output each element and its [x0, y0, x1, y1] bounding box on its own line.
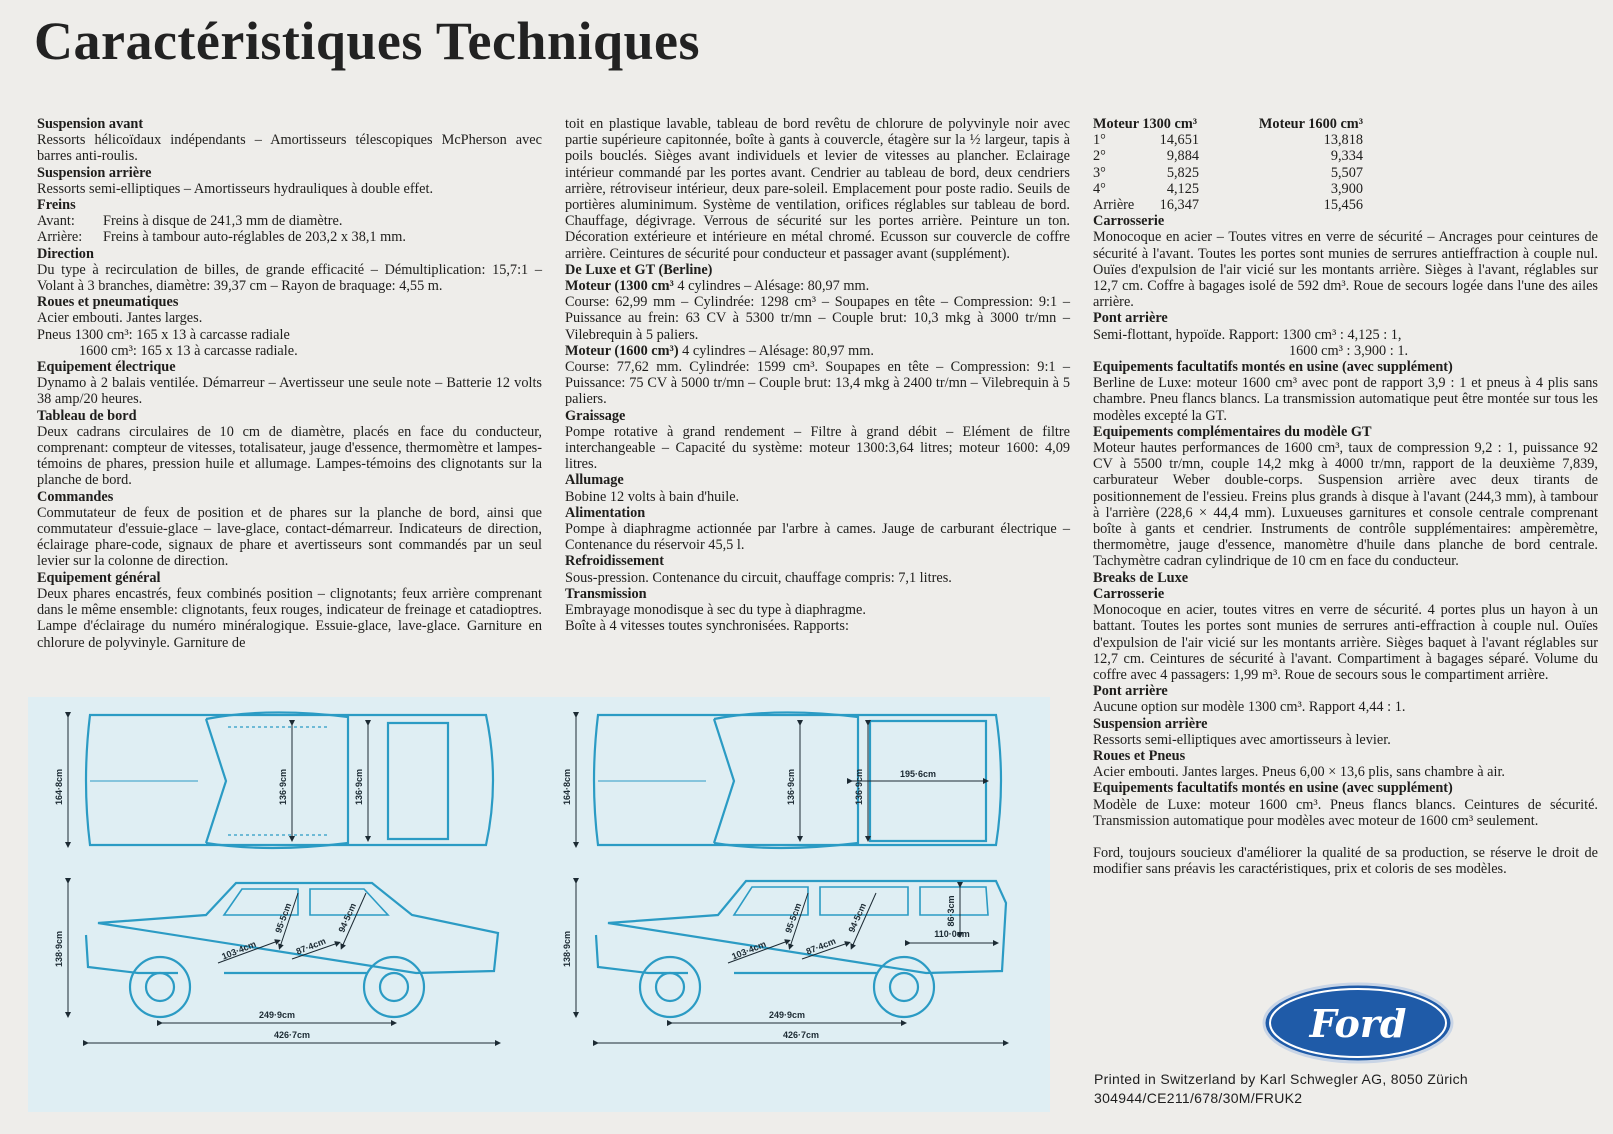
- section-equipement-general: [37, 570, 542, 651]
- dim-cargo-length: 195·6cm: [899, 769, 937, 779]
- printer-line: Printed in Switzerland by Karl Schwegler AG, 8050 Zürich: [1094, 1071, 1468, 1087]
- section-text: 1600 cm³ : 3,900 : 1.: [1289, 342, 1409, 359]
- section-text: Semi-flottant, hypoïde. Rapport: 1300 cm³ : 4,125 : 1,: [1093, 326, 1402, 343]
- section-heading: Equipement général: [37, 569, 161, 586]
- section-heading: Transmission: [565, 585, 647, 602]
- gear-label: 4°: [1093, 180, 1106, 197]
- dim-rear-headroom-estate: 94·5cm: [846, 901, 869, 934]
- dimension-lines: [68, 715, 1006, 1043]
- section-heading: Commandes: [37, 488, 114, 505]
- section-heading: Direction: [37, 245, 94, 262]
- section-heading: Graissage: [565, 407, 626, 424]
- section-heading: Suspension arrière: [37, 164, 152, 181]
- section-heading: Equipements complémentaires du modèle GT: [1093, 423, 1372, 440]
- spec-row: [37, 229, 542, 245]
- column-3: [1093, 116, 1598, 877]
- gear-row: [1093, 197, 1363, 213]
- column-1: [37, 116, 542, 651]
- section-heading: Equipement électrique: [37, 359, 176, 376]
- dim-wheelbase-estate: 249·9cm: [768, 1010, 806, 1020]
- section-roues: [37, 294, 542, 359]
- section-text: Monocoque en acier, toutes vitres en verre de sécurité. 4 portes plus un hayon à un battant. Toutes les portes sont munies de serrures anti-effraction à couple nul. Ouïes d'expulsion de l'air vicié sur les montants arrière. Sièges baquet à l'avant réglables sur 12,7 cm. Ceintures de sécurité à l'avant. Compartiment à bagages séparé. Volume du coffre avec 4 passagers: 1,99 m³. Roue de secours sous le compartiment arrière.: [1093, 602, 1598, 683]
- section-text: [565, 278, 1070, 294]
- gear-ratio-1600: 3,900: [1330, 180, 1363, 197]
- section-text: toit en plastique lavable, tableau de bord revêtu de chlorure de polyvinyle noir avec partie supérieure capitonnée, boîte à gants à couvercle, étagère sur la ½ largeur, tapis à poils bouclés. Sièges avant individuels et levier de vitesses au plancher. Eclairage intérieur commandé par les portes avant. Cendrier au tableau de bord, deux cendriers arrière, rétroviseur intérieur, deux pare-soleil. Emplacement pour poste radio. Seuils de portières aluminimum. Système de ventilation, orifices réglables sur tableau de bord. Chauffage, dégivrage. Verrous de sécurité sur les portes arrière. Peinture un ton. Décoration extérieure et intérieure en métal chromé. Ecusson sur couvercle de coffre arrière. Ceintures de sécurité pour conducteur et passager avant (supplément).: [565, 116, 1070, 262]
- ford-logo-text: Ford: [1309, 1001, 1407, 1046]
- section-heading: Alimentation: [565, 504, 646, 521]
- inline-text: 4 cylindres – Alésage: 80,97 mm.: [673, 278, 870, 295]
- gear-table-header: [1093, 116, 1363, 132]
- section-text: Du type à recirculation de billes, de grande efficacité – Démultiplication: 15,7:1 – Volant à 3 branches, diamètre: 39,37 cm – Rayon de braquage: 4,55 m.: [37, 261, 542, 295]
- section-text: Dynamo à 2 balais ventilée. Démarreur – Avertisseur une seule note – Batterie 12 volts 38 amp/20 heures.: [37, 375, 542, 408]
- section-text: Sous-pression. Contenance du circuit, chauffage compris: 7,1 litres.: [565, 569, 952, 586]
- section-heading: Breaks de Luxe: [1093, 569, 1189, 586]
- gear-label: Arrière: [1093, 197, 1135, 214]
- section-heading: Carrosserie: [1093, 585, 1165, 602]
- section-heading: Tableau de bord: [37, 407, 137, 424]
- section-text: Course: 77,62 mm. Cylindrée: 1599 cm³. Soupapes en tête – Compression: 9:1 – Puissance: 75 CV à 5000 tr/mn – Couple brut: 13,4 mkg à 2400 tr/mn – Vilebrequin à 5 paliers.: [565, 359, 1070, 408]
- section-text: Modèle de Luxe: moteur 1600 cm³. Pneus flancs blancs. Ceintures de sécurité. Transmission automatique pour modèles avec moteur de 1600 cm³ seulement.: [1093, 796, 1598, 829]
- section-tableau-de-bord: [37, 408, 542, 489]
- dim-wheelbase-saloon: 249·9cm: [258, 1010, 296, 1020]
- section-suspension-avant: [37, 116, 542, 165]
- section-text: Moteur hautes performances de 1600 cm³, taux de compression 9,2 : 1, puissance 92 CV à 5500 tr/mn, couple 14,2 mkg à 4000 tr/mn, rapport de la deuxième 7,839, carburateur Weber double-corps. Suspension arrière avec deux tirants de positionnement de l'essieu. Freins plus grands à disque à l'avant (244,3 mm), à tambour à l'arrière (228,6 × 44,4 mm). Luxueuses garnitures et console centrale comprenant boîte à gants et cendrier. Instruments de contrôle supplémentaires: ampèremètre, thermomètre, jauge d'essence, manomètre d'huile dans planche de bord centrale. Tachymètre cadran cylindrique de 10 cm en face du conducteur.: [1093, 440, 1598, 570]
- inline-text: 4 cylindres – Alésage: 80,97 mm.: [678, 342, 874, 359]
- dim-inner-rear-saloon: 136·9cm: [354, 768, 364, 806]
- section-text: Course: 62,99 mm – Cylindrée: 1298 cm³ – Soupapes en tête – Compression: 9:1 – Puissance au frein: 63 CV à 5300 tr/mn – Couple brut: 10,3 mkg à 3000 tr/mn – Vilebrequin à 5 paliers.: [565, 294, 1070, 343]
- gear-ratio-1600: 15,456: [1323, 197, 1363, 214]
- gear-ratio-1600: 13,818: [1323, 132, 1363, 149]
- saloon-top-view: [86, 712, 493, 848]
- catalog-number: 304944/CE211/678/30M/FRUK2: [1094, 1090, 1303, 1106]
- section-text: Acier embouti. Jantes larges.: [37, 310, 203, 327]
- dim-length-saloon: 426·7cm: [273, 1030, 311, 1040]
- section-text: Bobine 12 volts à bain d'huile.: [565, 488, 740, 505]
- section-text: Ressorts semi-elliptiques avec amortisseurs à levier.: [1093, 731, 1391, 748]
- section-suspension-arriere: [37, 165, 542, 197]
- dim-front-legroom-estate: 103·4cm: [730, 938, 768, 962]
- dim-front-headroom-estate: 95·5cm: [783, 901, 804, 935]
- estate-side-view: [596, 881, 1006, 1017]
- dim-width-estate: 164·8cm: [562, 768, 572, 806]
- dim-cargo-floor-length: 110·0cm: [934, 929, 970, 939]
- section-text: Commutateur de feux de position et de phares sur la planche de bord, ainsi que commutateur d'essuie-glace – lave-glace, contact-démarreur. Indicateurs de direction, éclairage phare-code, signaux de phare et avertisseurs sont commandés par un seul levier sur la colonne de direction.: [37, 504, 542, 570]
- gear-label: 3°: [1093, 164, 1106, 181]
- section-text: Acier embouti. Jantes larges. Pneus 6,00 × 13,6 plis, sans chambre à air.: [1093, 764, 1505, 781]
- section-text: Embrayage monodisque à sec du type à diaphragme.: [565, 602, 866, 619]
- column-2: [565, 116, 1070, 635]
- section-text: Pompe à diaphragme actionnée par l'arbre à cames. Jauge de carburant électrique – Contenance du réservoir 45,5 l.: [565, 521, 1070, 554]
- ford-logo: [1262, 982, 1454, 1064]
- section-text: Deux cadrans circulaires de 10 cm de diamètre, placés en face du conducteur, comprenant: compteur de vitesses, totalisateur, jauge d'essence, thermomètre et lampes-témoins de phares, pression huile et allumage. Lampes-témoins des clignotants sur la planche de bord.: [37, 423, 542, 489]
- dim-rear-headroom-saloon: 94·5cm: [336, 901, 359, 934]
- gear-ratio-1300: 4,125: [1166, 180, 1199, 197]
- section-heading: Equipements facultatifs montés en usine (avec supplément): [1093, 359, 1453, 376]
- section-text: Ressorts hélicoïdaux indépendants – Amortisseurs télescopiques McPherson avec barres anti-roulis.: [37, 132, 542, 165]
- section-text: Berline de Luxe: moteur 1600 cm³ avec pont de rapport 3,9 : 1 et pneus à 4 plis sans chambre. Pneu flancs blancs. La transmission automatique peut être montée sur tous les modèles excepté la GT.: [1093, 375, 1598, 424]
- print-footer: [1094, 1070, 1468, 1108]
- section-heading: Equipements facultatifs montés en usine (avec supplément): [1093, 780, 1453, 797]
- dimension-labels: [54, 769, 970, 1040]
- section-text: Ressorts semi-elliptiques – Amortisseurs hydrauliques à double effet.: [37, 180, 434, 197]
- dim-height-estate: 138·9cm: [562, 930, 572, 968]
- section-text: Boîte à 4 vitesses toutes synchronisées. Rapports:: [565, 618, 849, 635]
- gear-ratio-1600: 5,507: [1330, 164, 1363, 181]
- section-freins: [37, 197, 542, 246]
- gear-ratio-1300: 5,825: [1166, 164, 1199, 181]
- dim-front-legroom-saloon: 103·4cm: [220, 938, 258, 962]
- gear-row: [1093, 148, 1363, 164]
- section-heading: Suspension arrière: [1093, 715, 1208, 732]
- gear-row: [1093, 165, 1363, 181]
- section-commandes: [37, 489, 542, 570]
- section-heading: Suspension avant: [37, 116, 144, 132]
- dim-front-headroom-saloon: 95·5cm: [273, 901, 294, 935]
- gear-row: [1093, 181, 1363, 197]
- section-heading: Pont arrière: [1093, 310, 1168, 327]
- dim-inner-front-saloon: 136·9cm: [278, 768, 288, 806]
- car-diagrams-svg: [28, 697, 1050, 1112]
- section-text: Monocoque en acier – Toutes vitres en verre de sécurité – Ancrages pour ceintures de sécurité à l'avant. Toutes les portes sont munies de serrures antieffraction à couple nul. Ouïes d'expulsion de l'air vicié sur les montants arrière. Sièges à l'avant, réglables sur 12,7 cm. Coffre à bagages isolé de 592 dm³. Roue de secours logée dans l'une des ailes arrière.: [1093, 229, 1598, 311]
- dim-rear-legroom-saloon: 87·4cm: [294, 935, 328, 957]
- section-heading: Carrosserie: [1093, 213, 1165, 230]
- section-heading: De Luxe et GT (Berline): [565, 261, 713, 278]
- closing-statement: Ford, toujours soucieux d'améliorer la qualité de sa production, se réserve le droit de modifier sans préavis les caractéristiques, prix et coloris de ses modèles.: [1093, 844, 1598, 878]
- gear-ratio-1600: 9,334: [1330, 148, 1363, 165]
- section-text: Pompe rotative à grand rendement – Filtre à grand débit – Elément de filtre interchangeable – Capacité du système: moteur 1300:3,64 litres; moteur 1600: 4,09 litres.: [565, 423, 1070, 473]
- section-text: [565, 343, 1070, 359]
- section-heading: Refroidissement: [565, 553, 665, 570]
- gear-ratio-1300: 16,347: [1159, 197, 1199, 214]
- section-text: 1600 cm³: 165 x 13 à carcasse radiale.: [79, 342, 298, 359]
- section-text: Pneus 1300 cm³: 165 x 13 à carcasse radiale: [37, 326, 290, 343]
- dim-width-saloon: 164·8cm: [54, 768, 64, 806]
- dim-inner-rear-estate: 136·9cm: [854, 768, 864, 806]
- section-equipement-electrique: [37, 359, 542, 408]
- gear-ratio-1300: 9,884: [1166, 148, 1199, 165]
- spec-key: Avant:: [37, 213, 75, 230]
- section-direction: [37, 246, 542, 295]
- saloon-side-view: [86, 883, 498, 1017]
- section-heading: Roues et Pneus: [1093, 747, 1186, 764]
- dim-cargo-height: 86·3cm: [946, 895, 956, 927]
- spec-row: [37, 213, 542, 229]
- section-text: Deux phares encastrés, feux combinés position – clignotants; feux arrière comprenant dans le même ensemble: clignotants, feux rouges, indicateur de freinage et catadioptres. Lampe d'éclairage du numéro minéralogique. Essuie-glace, lave-glace. Garniture en chlorure de polyvinyle. Garniture de: [37, 585, 542, 651]
- gear-label: 2°: [1093, 148, 1106, 165]
- section-heading: Allumage: [565, 472, 624, 489]
- section-text: Aucune option sur modèle 1300 cm³. Rapport 4,44 : 1.: [1093, 699, 1406, 716]
- dim-height-saloon: 138·9cm: [54, 930, 64, 968]
- gear-ratio-1300: 14,651: [1159, 132, 1199, 149]
- gear-label: 1°: [1093, 132, 1106, 149]
- gear-header-1600: Moteur 1600 cm³: [1258, 116, 1363, 132]
- gear-header-1300: Moteur 1300 cm³: [1093, 116, 1198, 132]
- section-heading: Roues et pneumatiques: [37, 294, 179, 311]
- dim-inner-front-estate: 136·9cm: [786, 768, 796, 806]
- section-heading: Freins: [37, 197, 76, 214]
- gear-ratio-table: [1093, 116, 1363, 213]
- section-heading: Pont arrière: [1093, 683, 1168, 700]
- spec-value: Freins à tambour auto-réglables de 203,2 x 38,1 mm.: [103, 229, 406, 246]
- inline-heading: Moteur (1600 cm³): [565, 342, 679, 359]
- dim-length-estate: 426·7cm: [782, 1030, 820, 1040]
- inline-heading: Moteur (1300 cm³: [565, 278, 674, 295]
- page-title: Caractéristiques Techniques: [34, 11, 701, 71]
- dimension-diagrams: [28, 697, 1050, 1112]
- spec-value: Freins à disque de 241,3 mm de diamètre.: [103, 213, 343, 230]
- spec-key: Arrière:: [37, 229, 83, 246]
- estate-top-view: [594, 712, 1001, 848]
- gear-row: [1093, 132, 1363, 148]
- dim-rear-legroom-estate: 87·4cm: [804, 935, 838, 957]
